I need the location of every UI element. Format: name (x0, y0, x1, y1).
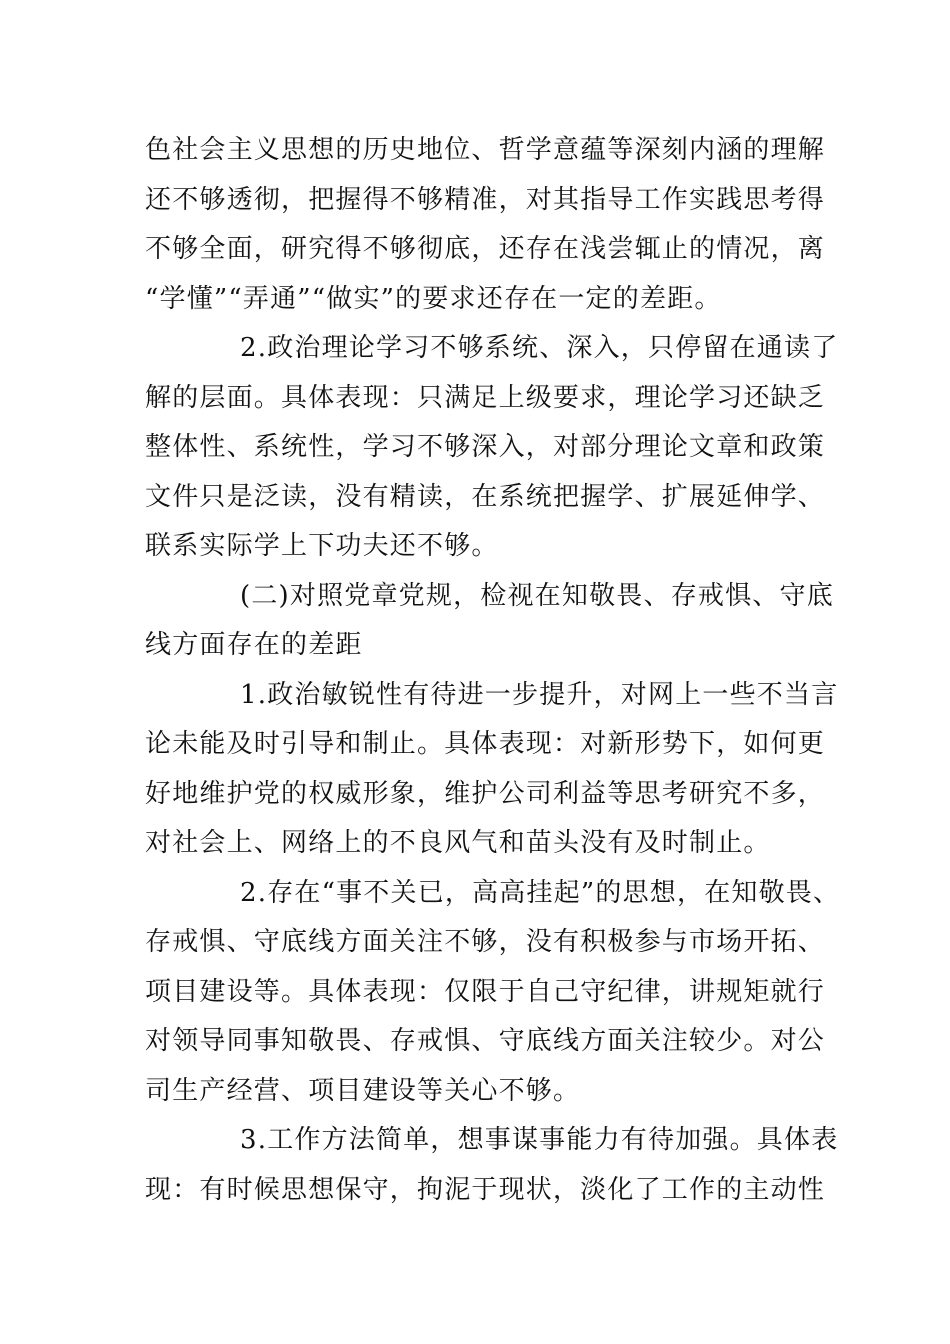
text-line: 还不够透彻，把握得不够精准，对其指导工作实践思考得 (145, 184, 826, 215)
section-heading-line: (二)对照党章党规，检视在知敬畏、存戒惧、守底 (240, 580, 834, 611)
text-line: 司生产经营、项目建设等关心不够。 (145, 1075, 581, 1106)
text-line: 文件只是泛读，没有精读，在系统把握学、扩展延伸学、 (145, 481, 826, 512)
text-line: 整体性、系统性，学习不够深入，对部分理论文章和政策 (145, 432, 826, 462)
text-line: 联系实际学上下功夫还不够。 (145, 531, 499, 561)
text-line: “学懂”“弄通”“做实”的要求还存在一定的差距。 (145, 283, 722, 314)
text-line: 现：有时候思想保守，拘泥于现状，淡化了工作的主动性 (145, 1174, 826, 1205)
paragraph-start-line: 2.存在“事不关已，高高挂起”的思想，在知敬畏、 (240, 877, 841, 908)
paragraph-start-line: 3.工作方法简单，想事谋事能力有待加强。具体表 (240, 1125, 839, 1155)
paragraph-start-line: 1.政治敏锐性有待进一步提升，对网上一些不当言 (240, 679, 839, 710)
text-line: 好地维护党的权威形象，维护公司利益等思考研究不多， (145, 778, 826, 809)
text-line: 项目建设等。具体表现：仅限于自己守纪律，讲规矩就行 (145, 976, 826, 1007)
text-line: 色社会主义思想的历史地位、哲学意蕴等深刻内涵的理解 (145, 135, 826, 165)
text-line: 存戒惧、守底线方面关注不够，没有积极参与市场开拓、 (145, 927, 826, 957)
paragraph-start-line: 2.政治理论学习不够系统、深入，只停留在通读了 (240, 333, 839, 363)
text-line: 不够全面，研究得不够彻底，还存在浅尝辄止的情况，离 (145, 234, 826, 264)
text-line: 解的层面。具体表现：只满足上级要求，理论学习还缺乏 (145, 382, 826, 413)
text-line: 对领导同事知敬畏、存戒惧、守底线方面关注较少。对公 (145, 1026, 826, 1056)
body-text (145, 126, 841, 1215)
text-line: 对社会上、网络上的不良风气和苗头没有及时制止。 (145, 828, 771, 858)
text-line: 论未能及时引导和制止。具体表现：对新形势下，如何更 (145, 729, 826, 759)
section-heading-line: 线方面存在的差距 (145, 630, 363, 660)
